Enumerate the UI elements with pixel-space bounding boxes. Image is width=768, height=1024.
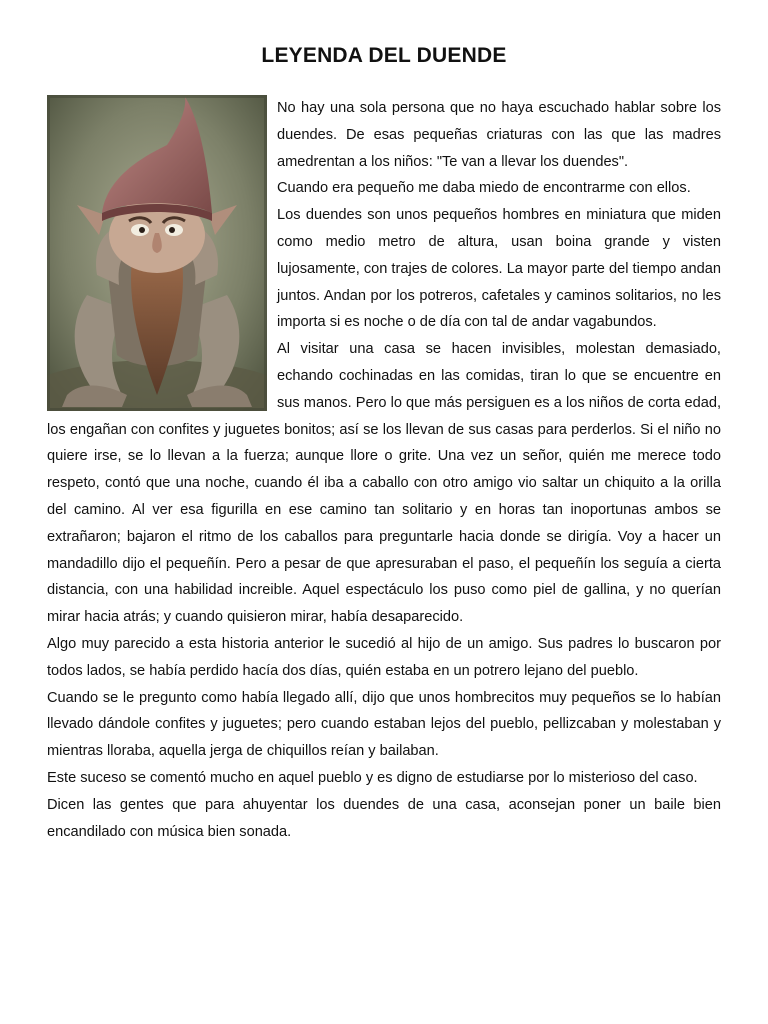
paragraph: Algo muy parecido a esta historia anterior le sucedió al hijo de un amigo. Sus padres lo buscaron por todos lados, se había perdido hacía dos días, quién estaba en un potrero lejano del pueblo.	[47, 635, 721, 679]
gnome-illustration-icon	[47, 95, 267, 411]
paragraph: Al visitar una casa se hacen invisibles, molestan demasiado, echando cochinadas en las comidas, tiran lo que se encuentre en sus manos. Pero lo que más persiguen es a los niños de corta edad, los engañan con confites y juguetes bonitos; así se los llevan de sus casas para perderlos. Si el niño no quiere irse, se lo llevan a la fuerza; aunque llore o grite. Una vez un señor, quién me merece todo respeto, contó que una noche, cuando él iba a caballo con otro amigo vio saltar un chiquito a la orilla del camino. Al ver esa figurilla en ese camino tan solitario y en horas tan inoportunas ambos se extrañaron; bajaron el ritmo de los caballos para preguntarle hacia donde se dirigía. Voy a hacer un mandadillo dijo el pequeñín. Pero a pesar de que apresuraban el paso, el pequeñín los seguía a cierta distancia, con una habilidad increible. Aquel espectáculo los puso como piel de gallina, y no querían mirar hacia atrás; y cuando quisieron mirar, había desaparecido.	[47, 341, 721, 626]
paragraph: No hay una sola persona que no haya escuchado hablar sobre los duendes. De esas pequeñas criaturas con las que las madres amedrentan a los niños: "Te van a llevar los duendes".	[277, 100, 721, 170]
paragraph: Este suceso se comentó mucho en aquel pueblo y es digno de estudiarse por lo misterioso del caso.	[47, 769, 698, 786]
paragraph: Cuando era pequeño me daba miedo de encontrarme con ellos.	[277, 180, 691, 197]
paragraph: Cuando se le pregunto como había llegado allí, dijo que unos hombrecitos muy pequeños se lo habían llevado dándole confites y juguetes; pero cuando estaban lejos del pueblo, pellizcaban y molestaban y mientras lloraba, aquella jerga de chiquillos reían y bailaban.	[47, 689, 721, 760]
paragraph: Los duendes son unos pequeños hombres en miniatura que miden como medio metro de altura, usan boina grande y visten lujosamente, con trajes de colores. La mayor parte del tiempo andan juntos. Andan por los potreros, cafetales y caminos solitarios, no les importa si es noche o de día con tal de andar vagabundos.	[277, 207, 721, 331]
gnome-illustration-svg	[47, 95, 267, 411]
paragraph: Dicen las gentes que para ahuyentar los duendes de una casa, aconsejan poner un baile bien encandilado con música bien sonada.	[47, 796, 721, 840]
document-body	[47, 95, 721, 845]
page-title: LEYENDA DEL DUENDE	[261, 44, 507, 67]
